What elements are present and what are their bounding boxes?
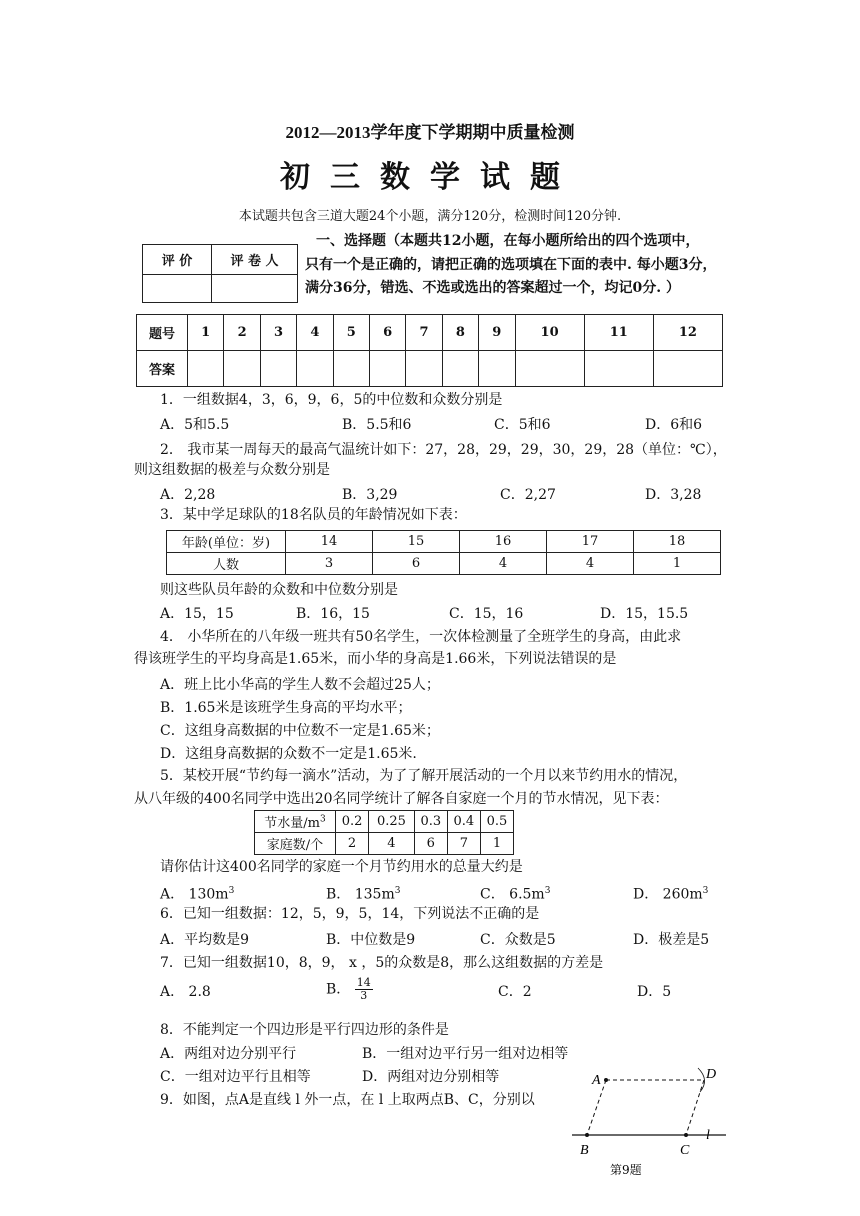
question-number-cell: 8 — [442, 315, 478, 351]
q3-option-c: C．15，16 — [449, 606, 524, 622]
q7-fraction: $\frac{14}{3}$ — [356, 976, 371, 1002]
q7-stem: 7．已知一组数据10，8，9， x ，5的众数是8，那么这组数据的方差是 — [160, 955, 604, 971]
q1-option-b: B．5.5和6 — [342, 417, 412, 433]
question-number-cell: 11 — [584, 315, 653, 351]
question-number-cell: 2 — [224, 315, 260, 351]
question-number-cell: 10 — [515, 315, 584, 351]
q3-count-cell: 3 — [286, 553, 373, 575]
q9-stem: 9．如图，点A是直线 l 外一点，在 l 上取两点B、C，分别以 — [160, 1092, 535, 1108]
answer-input-cell[interactable] — [584, 351, 653, 387]
answer-input-cell[interactable] — [515, 351, 584, 387]
answer-input-cell[interactable] — [297, 351, 333, 387]
q5-stem-1: 5．某校开展“节约每一滴水”活动，为了了解开展活动的一个月以来节约用水的情况， — [160, 768, 688, 784]
q6-option-c: C．众数是5 — [480, 932, 556, 948]
q3-age-cell: 15 — [373, 531, 460, 553]
q4-stem-1: 4． 小华所在的八年级一班共有50名学生，一次体检测量了全班学生的身高，由此求 — [160, 629, 682, 645]
question-number-cell: 9 — [479, 315, 515, 351]
q9-figure — [560, 1062, 740, 1192]
q5-count-cell: 6 — [414, 833, 447, 855]
label-c: C — [680, 1143, 690, 1158]
q4-option-b: B．1.65米是该班学生身高的平均水平； — [160, 700, 412, 716]
answer-table — [136, 314, 723, 387]
q5-option-c: C． $6.5m^3$ — [480, 886, 551, 903]
grading-cell — [143, 275, 212, 303]
q6-stem: 6．已知一组数据：12，5，9，5，14，下列说法不正确的是 — [160, 906, 540, 922]
q5-table-row-label: 家庭数/个 — [255, 833, 336, 855]
exam-intro: 本试题共包含三道大题24个小题，满分120分，检测时间120分钟. — [238, 209, 622, 224]
q7-option-a: A． 2.8 — [160, 984, 211, 1000]
q3-option-a: A．15，15 — [160, 606, 234, 622]
q5-amount-cell: 0.3 — [414, 811, 447, 833]
grading-col-evaluation: 评 价 — [143, 245, 212, 275]
q7-option-d: D．5 — [637, 984, 672, 1000]
q2-stem-2: 则这组数据的极差与众数分别是 — [134, 462, 330, 478]
q5-count-cell: 2 — [336, 833, 369, 855]
question-number-cell: 4 — [297, 315, 333, 351]
q8-option-b: B．一组对边平行另一组对边相等 — [362, 1046, 569, 1062]
q5-table-header: 节水量$/m^3$ — [255, 811, 336, 833]
q4-option-a: A．班上比小华高的学生人数不会超过25人； — [160, 677, 440, 693]
answer-input-cell[interactable] — [260, 351, 296, 387]
section1-instructions-3: 满分36分，错选、不选或选出的答案超过一个，均记0分. ） — [305, 280, 680, 296]
grading-box — [142, 244, 298, 303]
q6-option-b: B．中位数是9 — [326, 932, 416, 948]
question-number-cell: 3 — [260, 315, 296, 351]
q1-option-a: A．5和5.5 — [160, 417, 230, 433]
q5-stem-2: 从八年级的400名同学中选出20名同学统计了解各自家庭一个月的节水情况，见下表： — [134, 791, 669, 807]
point-b — [585, 1133, 589, 1137]
q7-option-c: C．2 — [498, 984, 532, 1000]
label-b: B — [580, 1143, 589, 1158]
q5-amount-cell: 0.25 — [369, 811, 415, 833]
q5-amount-cell: 0.2 — [336, 811, 369, 833]
grading-col-grader: 评 卷 人 — [212, 245, 298, 275]
section1-instructions-1: 一、选择题（本题共12小题，在每小题所给出的四个选项中， — [316, 233, 700, 249]
q3-table-row-label: 人数 — [167, 553, 286, 575]
q3-age-cell: 14 — [286, 531, 373, 553]
q4-stem-2: 得该班学生的平均身高是1.65米，而小华的身高是1.66米，下列说法错误的是 — [134, 651, 617, 667]
q3-count-cell: 4 — [460, 553, 547, 575]
answer-input-cell[interactable] — [653, 351, 722, 387]
answer-input-cell[interactable] — [188, 351, 224, 387]
q5-followup: 请你估计这400名同学的家庭一个月节约用水的总量大约是 — [160, 859, 523, 875]
q3-age-cell: 16 — [460, 531, 547, 553]
q5-amount-cell: 0.4 — [447, 811, 480, 833]
answer-input-cell[interactable] — [442, 351, 478, 387]
label-d: D — [706, 1067, 717, 1082]
point-a — [604, 1078, 608, 1082]
q5-option-a: A． $130m^3$ — [160, 886, 235, 903]
label-a: A — [592, 1073, 601, 1088]
q5-amount-cell: 0.5 — [480, 811, 513, 833]
q8-option-a: A．两组对边分别平行 — [160, 1046, 297, 1062]
q8-option-c: C．一组对边平行且相等 — [160, 1069, 311, 1085]
q3-count-cell: 4 — [547, 553, 634, 575]
q2-option-c: C．2,27 — [500, 487, 556, 503]
q5-count-cell: 7 — [447, 833, 480, 855]
q1-option-d: D．6和6 — [645, 417, 703, 433]
question-number-cell: 12 — [653, 315, 722, 351]
figure-caption: 第9题 — [610, 1163, 642, 1177]
q3-option-b: B．16，15 — [296, 606, 370, 622]
page-title: 2012—2013学年度下学期期中质量检测 — [285, 123, 575, 142]
section1-instructions-2: 只有一个是正确的，请把正确的选项填在下面的表中. 每小题3分， — [305, 257, 717, 273]
q3-option-d: D．15，15.5 — [600, 606, 689, 622]
answer-table-header: 题号 — [137, 315, 188, 351]
q2-stem-1: 2． 我市某一周每天的最高气温统计如下：27，28，29，29，30，29，28（单位：℃）， — [160, 442, 727, 458]
q3-age-cell: 18 — [634, 531, 721, 553]
q3-table-header: 年龄(单位：岁) — [167, 531, 286, 553]
question-number-cell: 7 — [406, 315, 442, 351]
q3-followup: 则这些队员年龄的众数和中位数分别是 — [160, 582, 398, 598]
q5-option-d: D． $260m^3$ — [633, 886, 709, 903]
answer-table-header: 答案 — [137, 351, 188, 387]
answer-input-cell[interactable] — [333, 351, 369, 387]
q2-option-b: B．3,29 — [342, 487, 398, 503]
q2-option-d: D．3,28 — [645, 487, 702, 503]
q5-option-b: B． $135m^3$ — [326, 886, 401, 903]
segment-ab — [587, 1080, 606, 1135]
segment-dc — [686, 1080, 704, 1135]
question-number-cell: 1 — [188, 315, 224, 351]
q3-count-cell: 6 — [373, 553, 460, 575]
grading-cell — [212, 275, 298, 303]
exam-subtitle: 初三数学试题 — [280, 160, 580, 195]
q5-count-cell: 4 — [369, 833, 415, 855]
q3-stem: 3．某中学足球队的18名队员的年龄情况如下表： — [160, 507, 467, 523]
q4-option-c: C．这组身高数据的中位数不一定是1.65米； — [160, 723, 440, 739]
q3-age-cell: 17 — [547, 531, 634, 553]
label-l: l — [706, 1128, 710, 1143]
answer-input-cell[interactable] — [406, 351, 442, 387]
answer-input-cell[interactable] — [224, 351, 260, 387]
answer-input-cell[interactable] — [479, 351, 515, 387]
q6-option-a: A．平均数是9 — [160, 932, 250, 948]
q8-option-d: D．两组对边分别相等 — [362, 1069, 500, 1085]
q3-age-table — [166, 530, 721, 575]
q6-option-d: D．极差是5 — [633, 932, 710, 948]
q8-stem: 8．不能判定一个四边形是平行四边形的条件是 — [160, 1022, 449, 1038]
q1-option-c: C．5和6 — [494, 417, 551, 433]
q3-count-cell: 1 — [634, 553, 721, 575]
question-number-cell: 5 — [333, 315, 369, 351]
q5-water-table — [254, 810, 514, 855]
q1-stem: 1．一组数据4，3，6，9，6，5的中位数和众数分别是 — [160, 392, 503, 408]
q2-option-a: A．2,28 — [160, 487, 216, 503]
answer-input-cell[interactable] — [369, 351, 405, 387]
question-number-cell: 6 — [369, 315, 405, 351]
q7-option-b: B． $\frac{14}{3}$ — [326, 976, 371, 1002]
q5-count-cell: 1 — [480, 833, 513, 855]
point-c — [684, 1133, 688, 1137]
q4-option-d: D．这组身高数据的众数不一定是1.65米. — [160, 746, 417, 762]
